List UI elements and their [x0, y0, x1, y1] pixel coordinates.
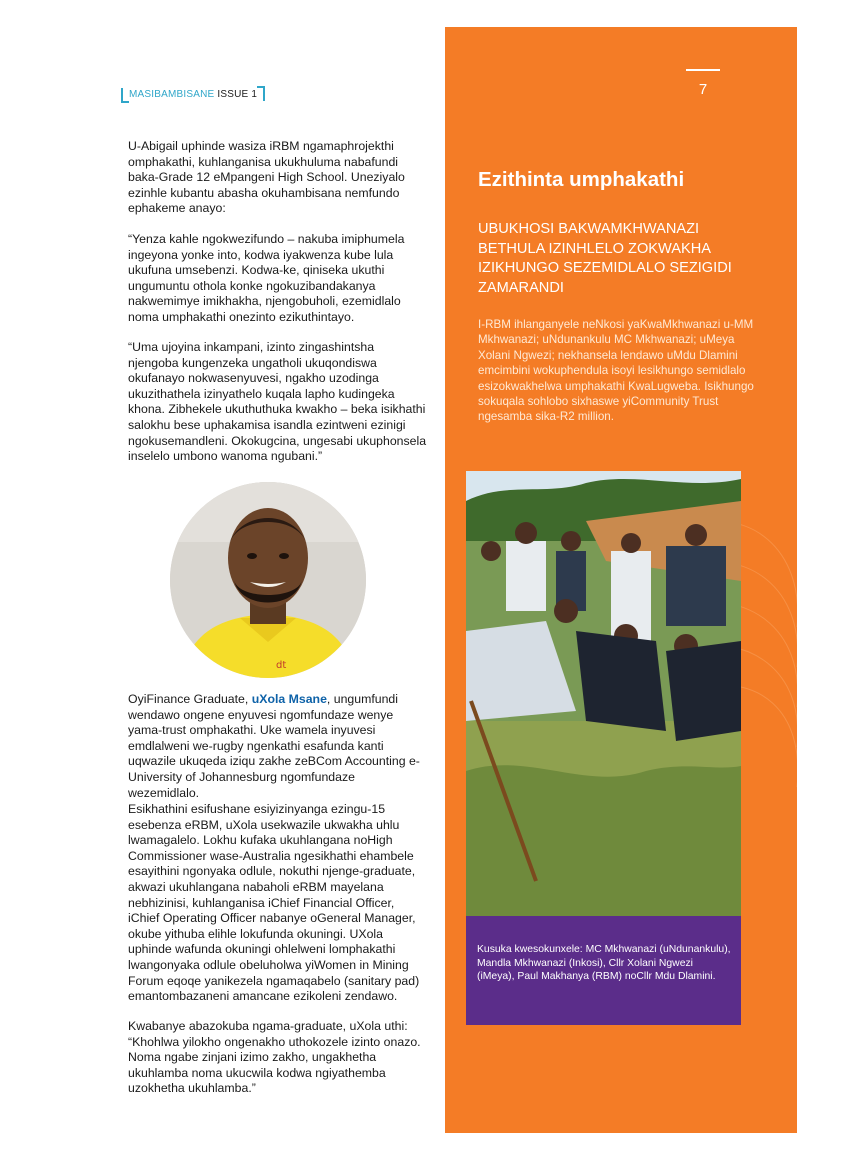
profile-paragraph	[128, 692, 428, 801]
quote-one-text: “Yenza kahle ngokwezifundo – nakuba imiphumela ingeyona yonke into, kodwa iyakwenza kube lula ukufuna umsebenzi. Kodwa-ke, qiniseka ukuthi ungumuntu othola konke ngokuzibandakanya nakwemimye imikhakha, njengobuholi, ezemidlalo noma umphakathi onezinto ezikuthintayo.	[128, 232, 405, 324]
publication-name: MASIBAMBISANE	[129, 89, 215, 100]
advice-section	[128, 1019, 428, 1097]
quote-two-text: “Uma ujoyina inkampani, izinto zingashintsha njengoba kungenzeka ungatholi ukuqondiswa okufanayo nokwasenyuvesi, ngakho uzodinga ukuzithathela izinyathelo kuqala lapho kudingeka khona. Zibhekele ukuthuthuka kwakho – beka isikhathi salokhu bese uphakamisa isandla ezintweni ezinigi ngokusemandleni. Okokugcina, ungesabi ukuphonsela inselelo umbono wanoma ngubani.”	[128, 340, 427, 464]
section-subtitle: UBUKHOSI BAKWAMKHWANAZI BETHULA IZINHLELO ZOKWAKHA IZIKHUNGO SEZEMIDLALO SEZIGIDI ZAMARANDI	[478, 221, 732, 296]
portrait-illustration	[170, 482, 366, 678]
achievements-section	[128, 802, 428, 1005]
profile-section	[128, 692, 428, 801]
quote-two	[128, 340, 428, 465]
profile-name: uXola Msane	[251, 692, 327, 706]
profile-rest: , ungumfundi wendawo ongene enyuvesi ngomfundaze wenye yama-trust omphakathi. Uke wamela inyuvesi emdlalweni we-rugby ngenkathi esafunda kanti uqwazile ukuqeda iziqu zakhe zeBCom Accounting e-University of Johannesburg ngomfundaze wezemidlalo.	[128, 692, 420, 800]
section-body: I-RBM ihlanganyele neNkosi yaKwaMkhwanazi u-MM Mkhwanazi; uNdunankulu MC Mkhwanazi; uMeya Xolani Ngwezi; nekhansela lendawo uMdu Dlamini emcimbini wokuphendula isoyi lesikhungo semidlalo esizokwakhelwa umphakathi KwaLugweba. Isikhungo sokuqala sohlobo sixhaswe yiCommunity Trust ngesamba sika-R2 million.	[478, 318, 754, 424]
page-number-rule	[686, 69, 720, 71]
section-title: Ezithinta umphakathi	[478, 168, 685, 191]
portrait-photo	[170, 482, 366, 678]
achievements-paragraph: Esikhathini esifushane esiyizinyanga ezingu-15 esebenza eRBM, uXola usekwazile ukwakha uhlu lwamagalelo. Lokhu kufaka ukuhlangana noHigh Commissioner wase-Australia ngesikhathi ehambele esayithini ngonyaka odlule, nokuthi njenge-graduate, akwazi ukuhlangana nabaholi eRBM mayelana nebhizinisi, kuhlanganisa iChief Financial Officer, iChief Operating Officer nabanye oGeneral Manager, okube yithuba elihle lokufunda okuningi. UXola uphinde wafunda okuningi ohlelweni lomphakathi lwangonyaka odlule obeluholwa yiWomen in Mining Forum eqoqe yanikezela ngamaqabelo (sanitary pad) emantombazaneni amancane ezikoleni zendawo.	[128, 802, 420, 1004]
issue-label: ISSUE 1	[217, 89, 258, 100]
article-intro	[128, 139, 428, 217]
svg-text:dt: dt	[276, 660, 287, 671]
photo-caption: Kusuka kwesokunxele: MC Mkhwanazi (uNdunankulu), Mandla Mkhwanazi (Inkosi), Cllr Xolani Ngwezi (iMeya), Paul Makhanya (RBM) noCllr Mdu Dlamini.	[466, 916, 741, 1025]
intro-paragraph: U-Abigail uphinde wasiza iRBM ngamaphrojekthi omphakathi, kuhlanganisa ukukhuluma nabafundi baka-Grade 12 eMpangeni High School. Uneziyalo ezinhle kubantu abasha okuhambisana nemfundo ephakeme anayo:	[128, 139, 405, 216]
event-photo	[466, 471, 741, 916]
publication-header	[121, 88, 265, 101]
profile-lead: OyiFinance Graduate,	[128, 692, 249, 706]
advice-paragraph: Kwabanye abazokuba ngama-graduate, uXola uthi: “Khohlwa yilokho ongenakho uthokozele izinto onazo. Noma ngabe zinjani izimo zakho, ungakhetha ukuhlamba noma ukucwila kodwa ngiyathemba uzokhetha ukuhlamba.”	[128, 1019, 421, 1096]
event-photo-illustration	[466, 471, 741, 916]
page-number: 7	[698, 81, 708, 98]
quote-one	[128, 232, 428, 326]
